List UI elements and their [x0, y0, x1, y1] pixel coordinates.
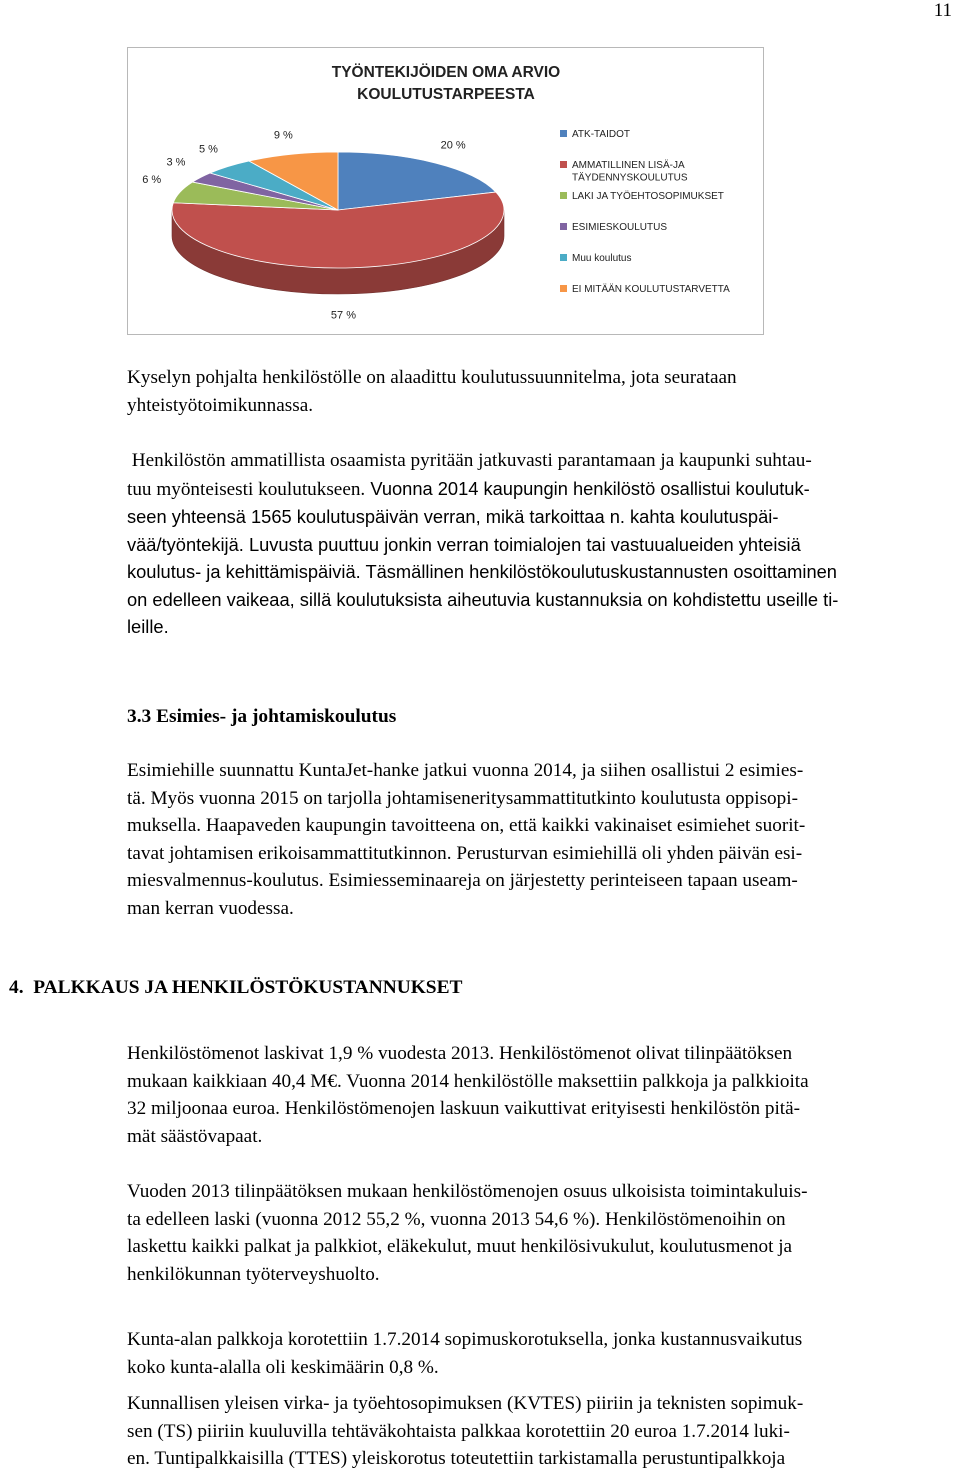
chart-legend	[560, 129, 730, 295]
text-line: Kunta-alan palkkoja korotettiin 1.7.2014 sopimuskorotuksella, jonka kustannusvaikutus	[127, 1329, 803, 1350]
chart-title-line: TYÖNTEKIJÖIDEN OMA ARVIO	[331, 64, 561, 81]
text-line: tä. Myös vuonna 2015 on tarjolla johtamiseneritysammattitutkinto koulutusta oppisopi-	[127, 787, 798, 809]
text-line: Henkilöstön ammatillista osaamista pyritään jatkuvasti parantamaan ja kaupunki suhtau-	[127, 450, 812, 471]
text-line: tavat johtamisen erikoisammattitutkinnon. Perusturvan esimiehillä oli yhden päivän esi-	[127, 842, 803, 864]
paragraph-training	[127, 447, 927, 641]
chart-title-line: KOULUTUSTARPEESTA	[357, 86, 535, 103]
pie-data-label: 6 %	[142, 173, 162, 186]
text-line: Kunnallisen yleisen virka- ja työehtosopimuksen (KVTES) piiriin ja teknisten sopimuk-	[127, 1393, 804, 1414]
legend-label: AMMATILLINEN LISÄ-JA	[572, 160, 685, 171]
pie-data-label: 57 %	[330, 309, 357, 322]
paragraph-kvtes	[127, 1390, 927, 1473]
pie-data-label: 9 %	[273, 129, 293, 142]
text-line: on edelleen vaikeaa, sillä koulutuksista aiheutuvia kustannuksia on kohdistettu useille ti-	[127, 588, 839, 610]
text-line: seen yhteensä 1565 koulutuspäivän verran, mikä tarkoittaa n. kahta koulutuspäi-	[127, 506, 779, 527]
text-line: Henkilöstömenot laskivat 1,9 % vuodesta 2013. Henkilöstömenot olivat tilinpäätöksen	[127, 1043, 793, 1064]
paragraph-management-training	[127, 757, 927, 922]
legend-swatch	[560, 223, 567, 230]
legend-swatch	[560, 161, 567, 168]
legend-label: Muu koulutus	[572, 253, 632, 264]
text-segment: Vuonna 2014 kaupungin henkilöstö osallistui koulutuk-	[365, 477, 810, 499]
paragraph-personnel-costs	[127, 1040, 927, 1150]
text-line: vää/työntekijä. Luvusta puuttuu jonkin verran toimialojen tai vastuualueiden yhteisiä	[127, 533, 801, 555]
text-line: Esimiehille suunnattu KuntaJet-hanke jatkui vuonna 2014, ja siihen osallistui 2 esimies-	[127, 760, 804, 781]
text-line: Vuoden 2013 tilinpäätöksen mukaan henkilöstömenojen osuus ulkoisista toimintakuluis-	[127, 1181, 808, 1202]
text-line: henkilökunnan työterveyshuolto.	[127, 1263, 380, 1285]
text-line	[127, 475, 927, 504]
section-heading-4: 4. PALKKAUS JA HENKILÖSTÖKUSTANNUKSET	[9, 977, 463, 998]
legend-label: ESIMIESKOULUTUS	[572, 222, 668, 233]
legend-label: TÄYDENNYSKOULUTUS	[572, 172, 688, 184]
text-line: koko kunta-alalla oli keskimäärin 0,8 %.	[127, 1356, 439, 1378]
text-line: yhteistyötoimikunnassa.	[127, 394, 314, 416]
paragraph-survey	[127, 364, 927, 419]
text-line: sen (TS) piiriin kuuluvilla tehtäväkohtaista palkkaa korotettiin 20 euroa 1.7.2014 luki-	[127, 1420, 790, 1442]
legend-swatch	[560, 130, 567, 137]
text-line: mät säästövapaat.	[127, 1125, 263, 1147]
text-line: Kyselyn pohjalta henkilöstölle on alaadittu koulutussuunnitelma, jota seurataan	[127, 367, 737, 388]
text-line: 32 miljoonaa euroa. Henkilöstömenojen laskuun vaikuttivat erityisesti henkilöstön pitä-	[127, 1098, 801, 1119]
pie-data-label: 20 %	[440, 139, 466, 152]
text-segment: tuu myönteisesti koulutukseen.	[127, 478, 366, 500]
text-line: ta edelleen laski (vuonna 2012 55,2 %, vuonna 2013 54,6 %). Henkilöstömenoihin on	[127, 1208, 786, 1230]
chart-title	[332, 64, 561, 103]
legend-swatch	[560, 254, 567, 261]
page-number: 11	[933, 0, 952, 21]
text-line: koulutus- ja kehittämispäiviä. Täsmällinen henkilöstökoulutuskustannusten osoittaminen	[127, 561, 837, 582]
text-line: muksella. Haapaveden kaupungin tavoitteena on, että kaikki vakinaiset esimiehet suorit-	[127, 815, 806, 836]
pie-chart-svg	[128, 48, 763, 334]
text-line: en. Tuntipalkkaisilla (TTES) yleiskorotus toteutettiin tarkistamalla perustuntipalkkoja	[127, 1448, 786, 1469]
pie-chart	[127, 47, 764, 335]
legend-swatch	[560, 285, 567, 292]
text-line: man kerran vuodessa.	[127, 897, 294, 919]
section-heading-3-3: 3.3 Esimies- ja johtamiskoulutus	[127, 706, 397, 727]
text-line: leille.	[127, 616, 169, 637]
legend-label: EI MITÄÄN KOULUTUSTARVETTA	[572, 284, 730, 295]
text-line: laskettu kaikki palkat ja palkkiot, eläkekulut, muut henkilösivukulut, koulutusmenot ja	[127, 1236, 793, 1257]
text-line: mukaan kaikkiaan 40,4 M€. Vuonna 2014 henkilöstölle maksettiin palkkoja ja palkkioita	[127, 1070, 809, 1092]
legend-label: ATK-TAIDOT	[572, 129, 630, 140]
paragraph-wage-increase	[127, 1326, 927, 1381]
text-line: miesvalmennus-koulutus. Esimiesseminaareja on järjestetty perinteiseen tapaan useam-	[127, 870, 798, 891]
pie-slices	[172, 152, 504, 294]
pie-data-label: 3 %	[166, 156, 186, 169]
paragraph-cost-share	[127, 1178, 927, 1288]
pie-data-label: 5 %	[198, 143, 218, 156]
legend-label: LAKI JA TYÖEHTOSOPIMUKSET	[572, 191, 724, 202]
legend-swatch	[560, 192, 567, 199]
